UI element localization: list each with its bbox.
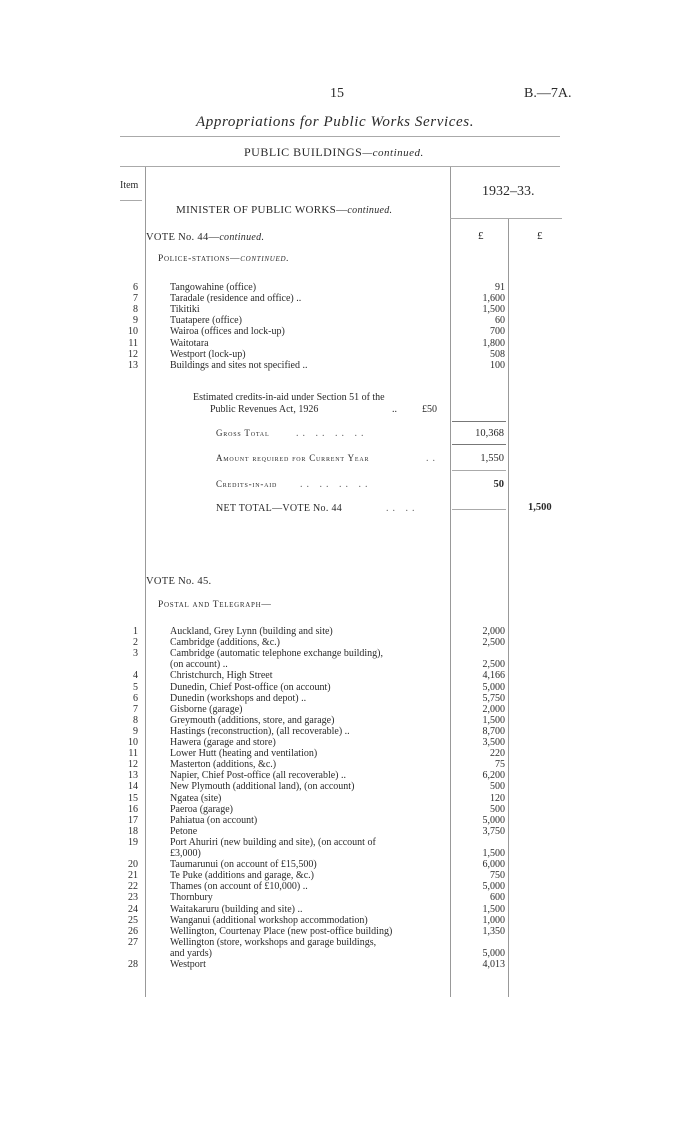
item-amount: 91 (495, 282, 505, 293)
table-row (0, 704, 700, 715)
table-row (0, 360, 700, 371)
item-amount: 500 (490, 781, 505, 793)
item-description: Tangowahine (office) (170, 282, 257, 293)
item-amount: 2,000 (482, 626, 505, 637)
item-description: Port Ahuriri (new building and site), (on account of (170, 836, 376, 848)
item-number: 11 (128, 337, 138, 349)
table-row (0, 915, 700, 926)
item-number: 16 (128, 803, 138, 815)
item-description: Thornbury (170, 892, 213, 904)
item-number: 9 (133, 315, 138, 327)
item-amount: 5,000 (482, 947, 505, 959)
credits-in-aid-dots: .. .. .. .. (300, 479, 372, 490)
table-row (0, 682, 700, 693)
item-number: 11 (128, 748, 138, 760)
gross-total-dots: .. .. .. .. (296, 428, 368, 439)
table-row (0, 659, 700, 670)
item-amount: 5,000 (482, 681, 505, 693)
item-amount: 500 (490, 803, 505, 815)
item-number: 6 (133, 692, 138, 704)
item-number: 10 (128, 326, 138, 338)
table-row (0, 282, 700, 293)
item-amount: 5,750 (482, 692, 505, 704)
item-amount: 2,500 (482, 637, 505, 649)
table-row (0, 926, 700, 937)
item-description: Masterton (additions, &c.) (170, 759, 277, 771)
item-amount: 1,600 (482, 293, 505, 305)
postal-telegraph-heading: Postal and Telegraph— (158, 600, 272, 610)
table-row (0, 826, 700, 837)
item-amount: 1,500 (482, 304, 505, 316)
item-amount: 2,000 (482, 703, 505, 715)
item-description: Cambridge (additions, &c.) (170, 637, 280, 649)
item-description: Wellington, Courtenay Place (new post-office building) (170, 925, 393, 937)
item-amount: 508 (490, 348, 505, 360)
section-continued: continued. (240, 254, 290, 264)
table-row (0, 892, 700, 903)
item-number: 22 (128, 881, 138, 893)
item-description: Dunedin, Chief Post-office (on account) (170, 681, 331, 693)
item-description: Waitakaruru (building and site) .. (170, 903, 303, 915)
item-amount: 6,200 (482, 770, 505, 782)
item-description: Christchurch, High Street (170, 670, 273, 682)
item-number: 24 (128, 903, 138, 915)
item-amount: 750 (490, 870, 505, 882)
item-description: Wairoa (offices and lock-up) (170, 326, 285, 338)
item-description: £3,000) (170, 848, 201, 859)
item-amount: 1,500 (482, 714, 505, 726)
table-row (0, 781, 700, 792)
table-row (0, 648, 700, 659)
year-header-rule (450, 218, 562, 219)
item-number: 1 (133, 626, 138, 637)
table-row (0, 959, 700, 970)
year-column-header: 1932–33. (482, 184, 535, 199)
estimated-credits-line-1: Estimated credits-in-aid under Section 51 of the (193, 392, 385, 403)
table-row (0, 670, 700, 681)
credits-in-aid-amount: 50 (493, 479, 504, 490)
table-row (0, 748, 700, 759)
table-row (0, 715, 700, 726)
item-amount: 4,166 (482, 670, 505, 682)
item-number: 12 (128, 348, 138, 360)
vote-44-continued: continued. (219, 232, 265, 243)
table-row (0, 815, 700, 826)
net-total-dots: .. .. (386, 503, 419, 514)
table-row (0, 848, 700, 859)
net-total-rule (452, 509, 506, 510)
table-row (0, 637, 700, 648)
table-row (0, 349, 700, 360)
item-amount: 6,000 (482, 859, 505, 871)
item-description: Lower Hutt (heating and ventilation) (170, 748, 318, 760)
item-number: 5 (133, 681, 138, 693)
item-description: Greymouth (additions, store, and garage) (170, 714, 335, 726)
gross-total-label: Gross Total (216, 428, 270, 438)
table-row (0, 837, 700, 848)
item-number: 17 (128, 814, 138, 826)
item-number: 19 (128, 836, 138, 848)
item-description: Gisborne (garage) (170, 703, 243, 715)
item-description: (on account) .. (170, 659, 228, 671)
item-number: 23 (128, 892, 138, 904)
item-description: Wanganui (additional workshop accommodation) (170, 914, 368, 926)
item-header-rule (120, 200, 142, 201)
item-number: 27 (128, 936, 138, 948)
item-amount: 100 (490, 359, 505, 371)
table-row (0, 315, 700, 326)
item-description: Tikitiki (170, 304, 200, 316)
item-description: Westport (lock-up) (170, 348, 246, 360)
item-number: 12 (128, 759, 138, 771)
item-column-header: Item (120, 180, 139, 191)
item-description: Napier, Chief Post-office (all recoverable) .. (170, 770, 347, 782)
item-amount: 4,013 (482, 959, 505, 970)
section-subtitle (244, 145, 424, 160)
table-row (0, 770, 700, 781)
table-row (0, 937, 700, 948)
table-row (0, 693, 700, 704)
item-number: 10 (128, 737, 138, 748)
gross-total-amount: 10,368 (475, 428, 504, 439)
item-number: 4 (133, 670, 138, 682)
item-description: Te Puke (additions and garage, &c.) (170, 870, 314, 882)
table-row (0, 870, 700, 881)
item-number: 21 (128, 870, 138, 882)
item-description: Taumarunui (on account of £15,500) (170, 859, 317, 871)
item-number: 26 (128, 925, 138, 937)
amount-required-amount: 1,550 (480, 453, 504, 464)
subtitle-continued: —continued. (362, 147, 424, 159)
item-amount: 120 (490, 792, 505, 804)
item-amount: 1,500 (482, 903, 505, 915)
page-number: 15 (330, 86, 344, 101)
table-row (0, 326, 700, 337)
table-row (0, 338, 700, 349)
item-amount: 75 (495, 759, 505, 771)
table-row (0, 626, 700, 637)
item-description: Pahiatua (on account) (170, 814, 258, 826)
section-label: Police-stations— (158, 254, 241, 264)
item-amount: 5,000 (482, 814, 505, 826)
table-top-rule (120, 166, 560, 167)
item-amount: 3,750 (482, 825, 505, 837)
item-description: Auckland, Grey Lynn (building and site) (170, 626, 333, 637)
item-amount: 1,000 (482, 914, 505, 926)
estimated-credits-amount: £50 (422, 404, 437, 415)
item-number: 6 (133, 282, 138, 293)
currency-symbol-amounts: £ (478, 230, 484, 242)
item-number: 3 (133, 648, 138, 660)
item-amount: 600 (490, 892, 505, 904)
item-number: 14 (128, 781, 138, 793)
item-number: 8 (133, 714, 138, 726)
item-number: 20 (128, 859, 138, 871)
page-title: Appropriations for Public Works Services. (196, 114, 475, 130)
item-description: Waitotara (170, 337, 209, 349)
subtitle-text: PUBLIC BUILDINGS (244, 145, 363, 159)
item-description: Ngatea (site) (170, 792, 222, 804)
document-reference: B.—7A. (524, 86, 572, 101)
amount-required-rule (452, 470, 506, 471)
item-description: New Plymouth (additional land), (on account) (170, 781, 355, 793)
item-amount: 60 (495, 315, 505, 327)
item-description: Cambridge (automatic telephone exchange building), (170, 648, 383, 660)
item-number: 8 (133, 304, 138, 316)
table-row (0, 293, 700, 304)
currency-symbol-totals: £ (537, 230, 543, 242)
item-description: Hastings (reconstruction), (all recoverable) .. (170, 725, 350, 737)
item-amount: 1,800 (482, 337, 505, 349)
net-total-amount: 1,500 (528, 502, 552, 513)
item-description: Thames (on account of £10,000) .. (170, 881, 308, 893)
item-description: Petone (170, 825, 198, 837)
table-row (0, 804, 700, 815)
ministry-name: MINISTER OF PUBLIC WORKS— (176, 204, 348, 216)
table-row (0, 881, 700, 892)
police-stations-heading (158, 254, 289, 264)
item-number: 13 (128, 359, 138, 371)
item-number: 9 (133, 725, 138, 737)
item-number: 7 (133, 703, 138, 715)
item-amount: 3,500 (482, 737, 505, 748)
amount-required-label: Amount required for Current Year (216, 453, 370, 463)
item-amount: 700 (490, 326, 505, 338)
item-amount: 220 (490, 748, 505, 760)
table-row (0, 304, 700, 315)
item-description: Westport (170, 959, 206, 970)
item-number: 28 (128, 959, 138, 970)
item-number: 7 (133, 293, 138, 305)
item-amount: 1,350 (482, 925, 505, 937)
ministry-continued: continued. (347, 205, 393, 216)
table-row (0, 737, 700, 748)
table-row (0, 948, 700, 959)
table-row (0, 793, 700, 804)
vote-44-label: VOTE No. 44— (146, 232, 220, 243)
title-rule (120, 136, 560, 137)
item-description: Wellington (store, workshops and garage buildings, (170, 936, 377, 948)
table-row (0, 759, 700, 770)
estimated-dots: .. (392, 404, 397, 415)
item-amount: 2,500 (482, 659, 505, 671)
item-description: Hawera (garage and store) (170, 737, 276, 748)
ministry-heading (176, 204, 392, 216)
item-description: Taradale (residence and office) .. (170, 293, 302, 305)
item-amount: 5,000 (482, 881, 505, 893)
table-row (0, 859, 700, 870)
item-description: Tuatapere (office) (170, 315, 242, 327)
table-row (0, 726, 700, 737)
item-amount: 1,500 (482, 848, 505, 859)
item-description: Dunedin (workshops and depot) .. (170, 692, 307, 704)
item-number: 2 (133, 637, 138, 649)
vote-44-heading (146, 232, 264, 243)
credits-in-aid-label: Credits-in-aid (216, 479, 278, 489)
item-amount: 8,700 (482, 725, 505, 737)
table-row (0, 904, 700, 915)
item-number: 25 (128, 914, 138, 926)
item-number: 18 (128, 825, 138, 837)
item-description: Paeroa (garage) (170, 803, 234, 815)
net-total-label: NET TOTAL—VOTE No. 44 (216, 503, 343, 514)
estimated-credits-line-2: Public Revenues Act, 1926 (210, 404, 319, 415)
item-number: 13 (128, 770, 138, 782)
item-number: 15 (128, 792, 138, 804)
amount-required-dots: .. (426, 453, 439, 464)
vote-45-heading: VOTE No. 45. (146, 576, 212, 587)
item-description: Buildings and sites not specified .. (170, 359, 308, 371)
item-description: and yards) (170, 947, 212, 959)
